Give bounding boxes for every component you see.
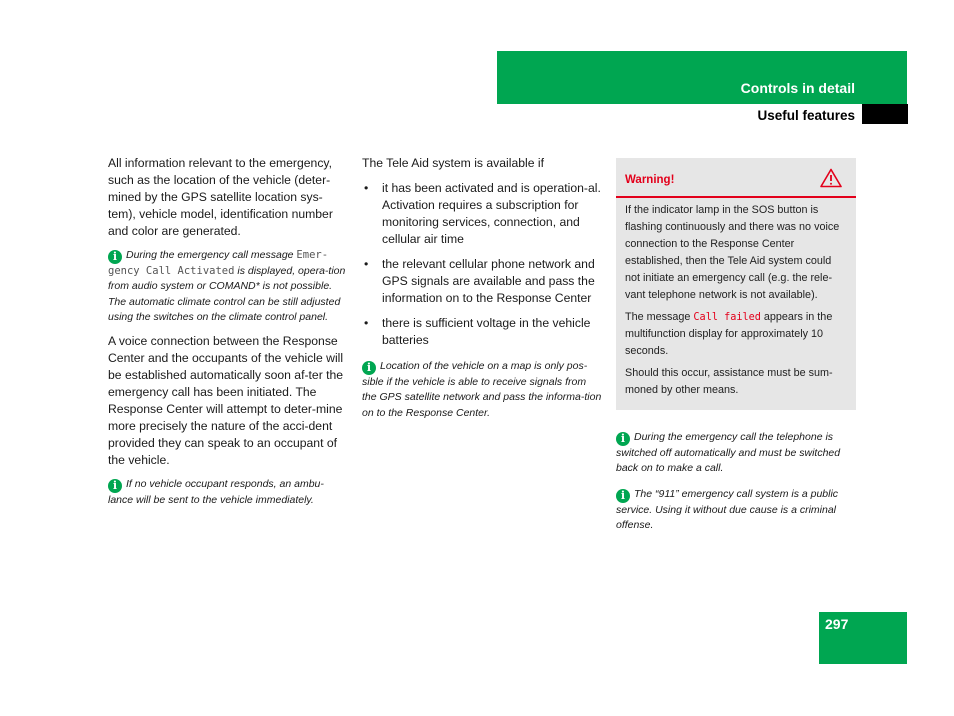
warning-title: Warning! [625, 174, 675, 186]
column-1 [108, 155, 348, 508]
list-item: • it has been activated and is operation-al. Activation requires a subscription for monitoring services, connection, and cellular air time [362, 180, 602, 248]
note-emergency-call: i During the emergency call message Emer-gency Call Activated is displayed, opera-tion from audio system or COMAND* is not possible. The automatic climate control can be still adjusted using the switches on the climate control panel. [108, 249, 346, 323]
info-icon: i [616, 432, 630, 446]
list-item: • there is sufficient voltage in the vehicle batteries [362, 315, 602, 349]
note-telephone: i During the emergency call the telephone is switched off automatically and must be switched back on to make a call. [616, 431, 841, 475]
page-number: 297 [825, 616, 849, 632]
info-icon: i [108, 479, 122, 493]
emergency-info-paragraph: All information relevant to the emergency, such as the location of the vehicle (deter-mined by the GPS satellite location sys-tem), vehicle model, identification number and color are generated. [108, 156, 333, 238]
display-message: Call failed [693, 312, 761, 323]
display-message: Emer-gency Call Activated [108, 249, 329, 277]
info-icon: i [362, 361, 376, 375]
warning-paragraph: Should this occur, assistance must be sum-moned by other means. [625, 367, 833, 396]
note-ambulance: i If no vehicle occupant responds, an ambu-lance will be sent to the vehicle immediately. [108, 478, 324, 507]
warning-box [616, 158, 856, 410]
list-item: • the relevant cellular phone network and GPS signals are available and pass the information on to the Response Center [362, 256, 602, 307]
voice-connection-paragraph: A voice connection between the Response Center and the occupants of the vehicle will be established automatically soon af-ter the emergency call has been initiated. The Response Center will attempt to deter-mine more precisely the nature of the acci-dent provided they can speak to an occupant of the vehicle. [108, 334, 344, 468]
warning-paragraph: The message Call failed appears in the multifunction display for approximately 10 seconds. [625, 311, 833, 357]
info-icon: i [108, 250, 122, 264]
info-icon: i [616, 489, 630, 503]
warning-triangle-icon [820, 168, 842, 188]
header-bar [497, 51, 907, 104]
warning-body [616, 198, 856, 399]
subsection-marker [862, 104, 908, 124]
subsection-title: Useful features [757, 108, 855, 123]
warning-header [616, 158, 856, 198]
section-title: Controls in detail [740, 80, 855, 96]
note-vehicle-location: i Location of the vehicle on a map is only pos-sible if the vehicle is able to receive signals from the GPS satellite network and pass the informa-tion on to the Response Center. [362, 360, 602, 419]
note-911: i The “911” emergency call system is a public service. Using it without due cause is a criminal offense. [616, 487, 839, 531]
warning-paragraph: If the indicator lamp in the SOS button is flashing continuously and there was no voice connection to the Response Center established, then the Tele Aid system could not initiate an emergency call (e.g. the rele-vant telephone network is not available). [625, 204, 840, 301]
column-2 [362, 155, 602, 421]
availability-list [362, 180, 602, 349]
column-3 [616, 158, 856, 533]
availability-intro: The Tele Aid system is available if [362, 156, 544, 170]
